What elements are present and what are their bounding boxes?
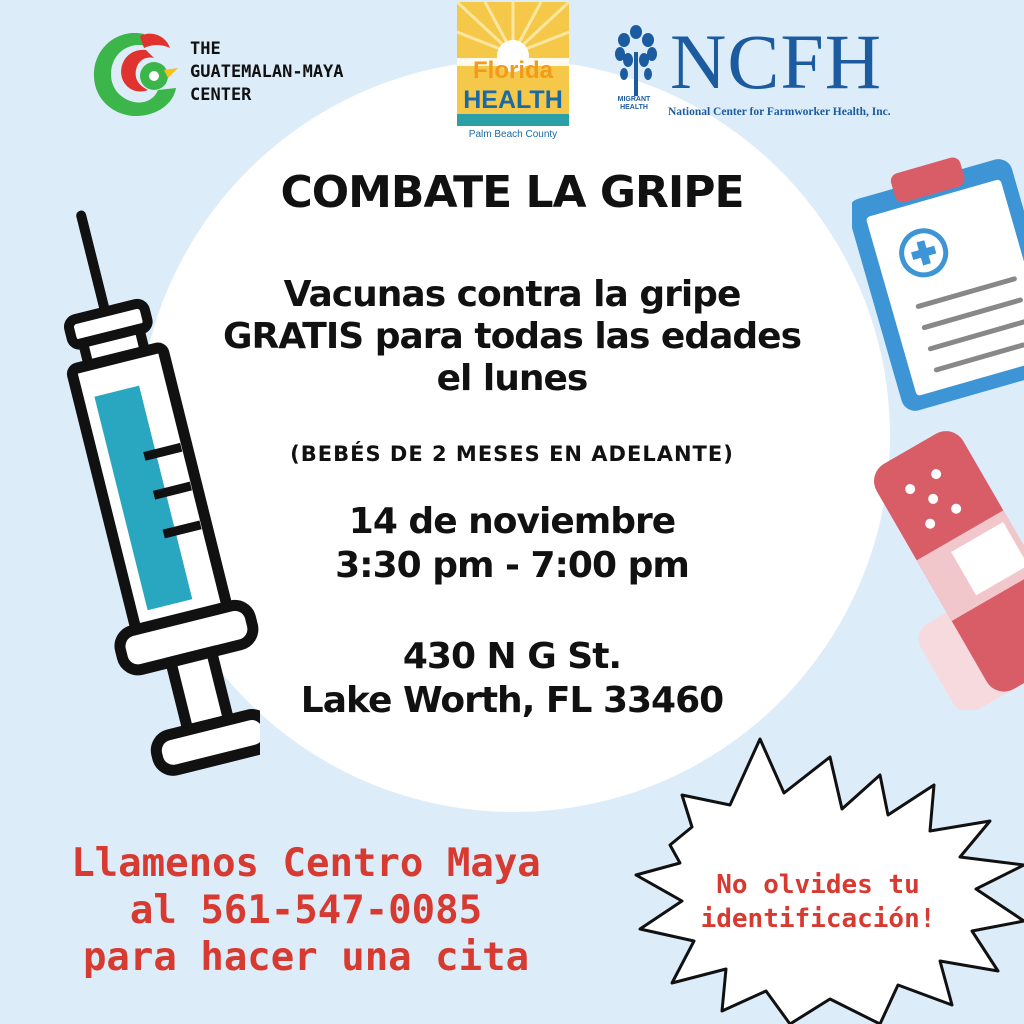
event-address: [0, 635, 1024, 723]
vaccine-info: [0, 274, 1024, 400]
call-line-1: Llamenos Centro Maya: [71, 841, 541, 886]
ncfh-badge-line2: HEALTH: [620, 104, 648, 111]
age-note: (BEBÉS DE 2 MESES EN ADELANTE): [290, 442, 734, 466]
vaccine-line-1: Vacunas contra la gripe: [283, 274, 741, 315]
call-line-2: al 561-547-0085: [129, 888, 483, 933]
ncfh-title: NCFH: [670, 18, 883, 105]
gm-line3: CENTER: [190, 85, 252, 105]
gm-line1: THE: [190, 39, 221, 59]
ncfh-badge-line1: MIGRANT: [617, 96, 651, 103]
florida-health-county: Palm Beach County: [457, 128, 569, 142]
headline: COMBATE LA GRIPE: [280, 167, 744, 218]
address-line-2: Lake Worth, FL 33460: [300, 680, 724, 721]
call-to-action: [0, 840, 612, 981]
id-reminder-line-1: No olvides tu: [716, 870, 920, 900]
ncfh-tree-icon: [614, 24, 658, 96]
ncfh-subtitle: National Center for Farmworker Health, Inc.: [668, 106, 891, 118]
florida-health-logo: [457, 2, 569, 148]
gm-line2: GUATEMALAN-MAYA: [190, 62, 344, 82]
ncfh-badge-text: [612, 96, 656, 112]
address-line-1: 430 N G St.: [402, 636, 622, 677]
guatemalan-maya-logo-text: [190, 38, 344, 107]
call-line-3: para hacer una cita: [82, 935, 530, 980]
event-date: 14 de noviembre: [348, 501, 676, 542]
guatemalan-maya-logo-icon: [88, 24, 184, 124]
event-time: 3:30 pm - 7:00 pm: [335, 545, 689, 586]
vaccine-line-2: GRATIS para todas las edades: [222, 316, 802, 357]
vaccine-line-3: el lunes: [436, 358, 588, 399]
florida-health-word-health: HEALTH: [463, 86, 563, 114]
event-date-time: [0, 500, 1024, 588]
florida-health-word-florida: Florida: [472, 57, 553, 84]
id-reminder-line-2: identificación!: [700, 904, 936, 934]
id-reminder: [668, 868, 968, 936]
